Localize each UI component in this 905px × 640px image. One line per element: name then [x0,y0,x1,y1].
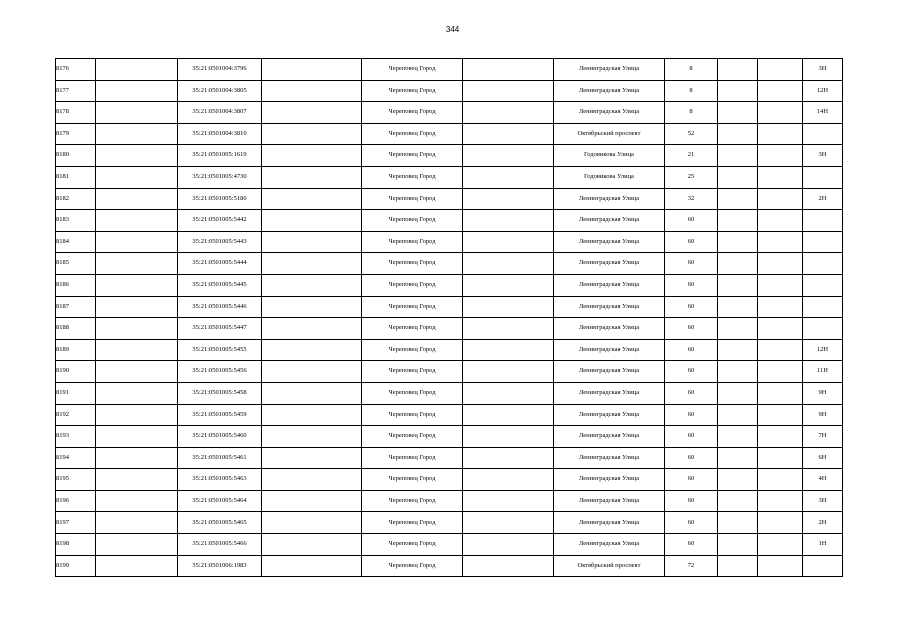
empty-cell [758,318,803,340]
empty-cell [758,253,803,275]
row-number-cell: 8177 [56,80,96,102]
street-cell: Ленинградская Улица [554,447,665,469]
house-number-cell: 60 [665,512,718,534]
table-row [56,231,843,253]
empty-cell [96,339,178,361]
empty-cell [96,382,178,404]
table-row [56,102,843,124]
city-cell: Череповец Город [362,296,463,318]
table-row [56,59,843,81]
house-number-cell: 60 [665,447,718,469]
row-number-cell: 8178 [56,102,96,124]
empty-cell [96,188,178,210]
empty-cell [262,469,362,491]
house-number-cell: 52 [665,123,718,145]
empty-cell [262,231,362,253]
row-number-cell: 8192 [56,404,96,426]
empty-cell [758,210,803,232]
cadastral-number-cell: 35:21:0501006:1983 [178,555,262,577]
empty-cell [463,404,554,426]
table-row [56,361,843,383]
cadastral-number-cell: 35:21:0501005:5442 [178,210,262,232]
empty-cell [96,447,178,469]
table-row [56,382,843,404]
house-number-cell: 8 [665,59,718,81]
premises-number-cell: 6Н [803,447,843,469]
empty-cell [463,123,554,145]
premises-number-cell: 11Н [803,361,843,383]
empty-cell [262,404,362,426]
house-number-cell: 60 [665,253,718,275]
empty-cell [463,534,554,556]
empty-cell [758,447,803,469]
empty-cell [758,426,803,448]
city-cell: Череповец Город [362,426,463,448]
cadastral-number-cell: 35:21:0501005:5460 [178,426,262,448]
cadastral-number-cell: 35:21:0501005:5444 [178,253,262,275]
empty-cell [758,555,803,577]
empty-cell [758,512,803,534]
premises-number-cell [803,166,843,188]
house-number-cell: 60 [665,469,718,491]
row-number-cell: 8190 [56,361,96,383]
street-cell: Ленинградская Улица [554,469,665,491]
premises-number-cell [803,253,843,275]
row-number-cell: 8183 [56,210,96,232]
empty-cell [463,469,554,491]
empty-cell [463,382,554,404]
empty-cell [262,534,362,556]
empty-cell [262,318,362,340]
house-number-cell: 60 [665,361,718,383]
cadastral-number-cell: 35:21:0501005:5447 [178,318,262,340]
empty-cell [96,361,178,383]
cadastral-number-cell: 35:21:0501005:5455 [178,339,262,361]
house-number-cell: 60 [665,426,718,448]
empty-cell [262,426,362,448]
empty-cell [262,166,362,188]
premises-number-cell: 3Н [803,145,843,167]
table-row [56,404,843,426]
empty-cell [262,490,362,512]
row-number-cell: 8193 [56,426,96,448]
row-number-cell: 8189 [56,339,96,361]
street-cell: Ленинградская Улица [554,404,665,426]
city-cell: Череповец Город [362,253,463,275]
premises-number-cell: 7Н [803,426,843,448]
empty-cell [463,426,554,448]
cadastral-number-cell: 35:21:0501005:5446 [178,296,262,318]
empty-cell [96,80,178,102]
table-row [56,534,843,556]
empty-cell [262,555,362,577]
row-number-cell: 8182 [56,188,96,210]
table-row [56,274,843,296]
cadastral-number-cell: 35:21:0501004:3810 [178,123,262,145]
city-cell: Череповец Город [362,382,463,404]
empty-cell [262,382,362,404]
empty-cell [463,512,554,534]
table-row [56,318,843,340]
empty-cell [718,296,758,318]
street-cell: Ленинградская Улица [554,296,665,318]
empty-cell [96,231,178,253]
house-number-cell: 60 [665,534,718,556]
empty-cell [262,296,362,318]
table-row [56,188,843,210]
city-cell: Череповец Город [362,318,463,340]
empty-cell [758,534,803,556]
premises-number-cell: 3Н [803,59,843,81]
empty-cell [262,253,362,275]
cadastral-number-cell: 35:21:0501004:3805 [178,80,262,102]
city-cell: Череповец Город [362,59,463,81]
city-cell: Череповец Город [362,210,463,232]
empty-cell [262,123,362,145]
empty-cell [96,210,178,232]
empty-cell [463,102,554,124]
empty-cell [96,296,178,318]
row-number-cell: 8198 [56,534,96,556]
premises-number-cell [803,123,843,145]
house-number-cell: 60 [665,404,718,426]
registry-table [55,58,843,577]
empty-cell [463,253,554,275]
row-number-cell: 8179 [56,123,96,145]
empty-cell [262,188,362,210]
empty-cell [96,59,178,81]
empty-cell [463,274,554,296]
street-cell: Ленинградская Улица [554,80,665,102]
empty-cell [718,512,758,534]
street-cell: Ленинградская Улица [554,231,665,253]
empty-cell [463,166,554,188]
house-number-cell: 72 [665,555,718,577]
cadastral-number-cell: 35:21:0501005:5459 [178,404,262,426]
row-number-cell: 8181 [56,166,96,188]
empty-cell [463,145,554,167]
city-cell: Череповец Город [362,469,463,491]
city-cell: Череповец Город [362,361,463,383]
street-cell: Ленинградская Улица [554,361,665,383]
empty-cell [96,555,178,577]
city-cell: Череповец Город [362,555,463,577]
empty-cell [718,404,758,426]
street-cell: Ленинградская Улица [554,102,665,124]
empty-cell [718,80,758,102]
empty-cell [262,145,362,167]
empty-cell [758,102,803,124]
row-number-cell: 8184 [56,231,96,253]
cadastral-number-cell: 35:21:0501005:1619 [178,145,262,167]
city-cell: Череповец Город [362,231,463,253]
empty-cell [262,447,362,469]
empty-cell [718,231,758,253]
empty-cell [96,318,178,340]
street-cell: Ленинградская Улица [554,534,665,556]
empty-cell [262,361,362,383]
house-number-cell: 8 [665,80,718,102]
empty-cell [758,123,803,145]
empty-cell [96,274,178,296]
premises-number-cell: 12Н [803,339,843,361]
empty-cell [758,145,803,167]
row-number-cell: 8176 [56,59,96,81]
row-number-cell: 8191 [56,382,96,404]
house-number-cell: 21 [665,145,718,167]
cadastral-number-cell: 35:21:0501005:5458 [178,382,262,404]
street-cell: Ленинградская Улица [554,318,665,340]
cadastral-number-cell: 35:21:0501004:3807 [178,102,262,124]
premises-number-cell: 1Н [803,534,843,556]
row-number-cell: 8186 [56,274,96,296]
empty-cell [463,339,554,361]
row-number-cell: 8197 [56,512,96,534]
empty-cell [758,382,803,404]
table-row [56,296,843,318]
empty-cell [718,210,758,232]
house-number-cell: 8 [665,102,718,124]
cadastral-number-cell: 35:21:0501005:5443 [178,231,262,253]
row-number-cell: 8185 [56,253,96,275]
empty-cell [463,296,554,318]
cadastral-number-cell: 35:21:0501005:5466 [178,534,262,556]
empty-cell [758,274,803,296]
house-number-cell: 60 [665,339,718,361]
row-number-cell: 8196 [56,490,96,512]
empty-cell [718,318,758,340]
cadastral-number-cell: 35:21:0501005:5464 [178,490,262,512]
premises-number-cell: 9Н [803,382,843,404]
cadastral-number-cell: 35:21:0501005:5456 [178,361,262,383]
city-cell: Череповец Город [362,188,463,210]
cadastral-number-cell: 35:21:0501005:4730 [178,166,262,188]
house-number-cell: 60 [665,382,718,404]
premises-number-cell [803,555,843,577]
empty-cell [718,469,758,491]
cadastral-number-cell: 35:21:0501005:5445 [178,274,262,296]
empty-cell [463,447,554,469]
street-cell: Годовикова Улица [554,145,665,167]
empty-cell [718,555,758,577]
table-row [56,166,843,188]
premises-number-cell [803,210,843,232]
house-number-cell: 60 [665,490,718,512]
city-cell: Череповец Город [362,102,463,124]
street-cell: Ленинградская Улица [554,210,665,232]
street-cell: Октябрьский проспект [554,555,665,577]
city-cell: Череповец Город [362,80,463,102]
row-number-cell: 8199 [56,555,96,577]
empty-cell [758,188,803,210]
row-number-cell: 8187 [56,296,96,318]
city-cell: Череповец Город [362,339,463,361]
table-row [56,80,843,102]
cadastral-number-cell: 35:21:0501004:3796 [178,59,262,81]
table-row [56,123,843,145]
premises-number-cell: 14Н [803,102,843,124]
city-cell: Череповец Город [362,166,463,188]
empty-cell [96,102,178,124]
table-row [56,145,843,167]
premises-number-cell: 3Н [803,490,843,512]
row-number-cell: 8195 [56,469,96,491]
empty-cell [718,253,758,275]
city-cell: Череповец Город [362,512,463,534]
empty-cell [463,80,554,102]
empty-cell [262,339,362,361]
street-cell: Ленинградская Улица [554,512,665,534]
city-cell: Череповец Город [362,447,463,469]
row-number-cell: 8188 [56,318,96,340]
empty-cell [262,210,362,232]
cadastral-number-cell: 35:21:0501005:5461 [178,447,262,469]
cadastral-number-cell: 35:21:0501005:5465 [178,512,262,534]
empty-cell [758,231,803,253]
empty-cell [463,318,554,340]
empty-cell [262,274,362,296]
empty-cell [758,490,803,512]
premises-number-cell: 2Н [803,188,843,210]
city-cell: Череповец Город [362,490,463,512]
empty-cell [718,382,758,404]
table-row [56,339,843,361]
street-cell: Ленинградская Улица [554,253,665,275]
empty-cell [463,188,554,210]
street-cell: Ленинградская Улица [554,382,665,404]
house-number-cell: 60 [665,274,718,296]
empty-cell [96,490,178,512]
premises-number-cell [803,274,843,296]
empty-cell [96,404,178,426]
empty-cell [96,469,178,491]
empty-cell [96,534,178,556]
empty-cell [463,490,554,512]
empty-cell [718,59,758,81]
empty-cell [96,253,178,275]
empty-cell [262,80,362,102]
empty-cell [463,59,554,81]
empty-cell [758,469,803,491]
empty-cell [758,59,803,81]
table-row [56,210,843,232]
table-row [56,447,843,469]
empty-cell [96,512,178,534]
empty-cell [463,231,554,253]
empty-cell [758,339,803,361]
cadastral-number-cell: 35:21:0501005:5180 [178,188,262,210]
empty-cell [718,166,758,188]
empty-cell [262,102,362,124]
street-cell: Октябрьский проспект [554,123,665,145]
empty-cell [96,426,178,448]
empty-cell [96,166,178,188]
empty-cell [718,361,758,383]
city-cell: Череповец Город [362,145,463,167]
empty-cell [758,166,803,188]
street-cell: Годовикова Улица [554,166,665,188]
empty-cell [718,274,758,296]
street-cell: Ленинградская Улица [554,426,665,448]
empty-cell [718,426,758,448]
premises-number-cell [803,231,843,253]
empty-cell [718,102,758,124]
premises-number-cell: 12Н [803,80,843,102]
premises-number-cell: 2Н [803,512,843,534]
premises-number-cell: 4Н [803,469,843,491]
house-number-cell: 25 [665,166,718,188]
city-cell: Череповец Город [362,534,463,556]
street-cell: Ленинградская Улица [554,188,665,210]
city-cell: Череповец Город [362,123,463,145]
empty-cell [96,123,178,145]
empty-cell [463,210,554,232]
empty-cell [463,555,554,577]
house-number-cell: 60 [665,231,718,253]
empty-cell [718,490,758,512]
empty-cell [718,188,758,210]
empty-cell [718,447,758,469]
street-cell: Ленинградская Улица [554,339,665,361]
city-cell: Череповец Город [362,404,463,426]
house-number-cell: 60 [665,210,718,232]
house-number-cell: 60 [665,318,718,340]
page-number: 344 [445,25,460,34]
street-cell: Ленинградская Улица [554,274,665,296]
empty-cell [758,404,803,426]
empty-cell [463,361,554,383]
house-number-cell: 32 [665,188,718,210]
city-cell: Череповец Город [362,274,463,296]
premises-number-cell: 9Н [803,404,843,426]
premises-number-cell [803,296,843,318]
empty-cell [758,296,803,318]
empty-cell [718,339,758,361]
table-row [56,512,843,534]
table-row [56,426,843,448]
empty-cell [96,145,178,167]
empty-cell [718,145,758,167]
row-number-cell: 8194 [56,447,96,469]
street-cell: Ленинградская Улица [554,59,665,81]
empty-cell [262,512,362,534]
empty-cell [718,534,758,556]
row-number-cell: 8180 [56,145,96,167]
table-row [56,490,843,512]
table-row [56,469,843,491]
empty-cell [758,80,803,102]
empty-cell [718,123,758,145]
cadastral-number-cell: 35:21:0501005:5463 [178,469,262,491]
table-row [56,555,843,577]
street-cell: Ленинградская Улица [554,490,665,512]
premises-number-cell [803,318,843,340]
empty-cell [262,59,362,81]
table-row [56,253,843,275]
empty-cell [758,361,803,383]
house-number-cell: 60 [665,296,718,318]
